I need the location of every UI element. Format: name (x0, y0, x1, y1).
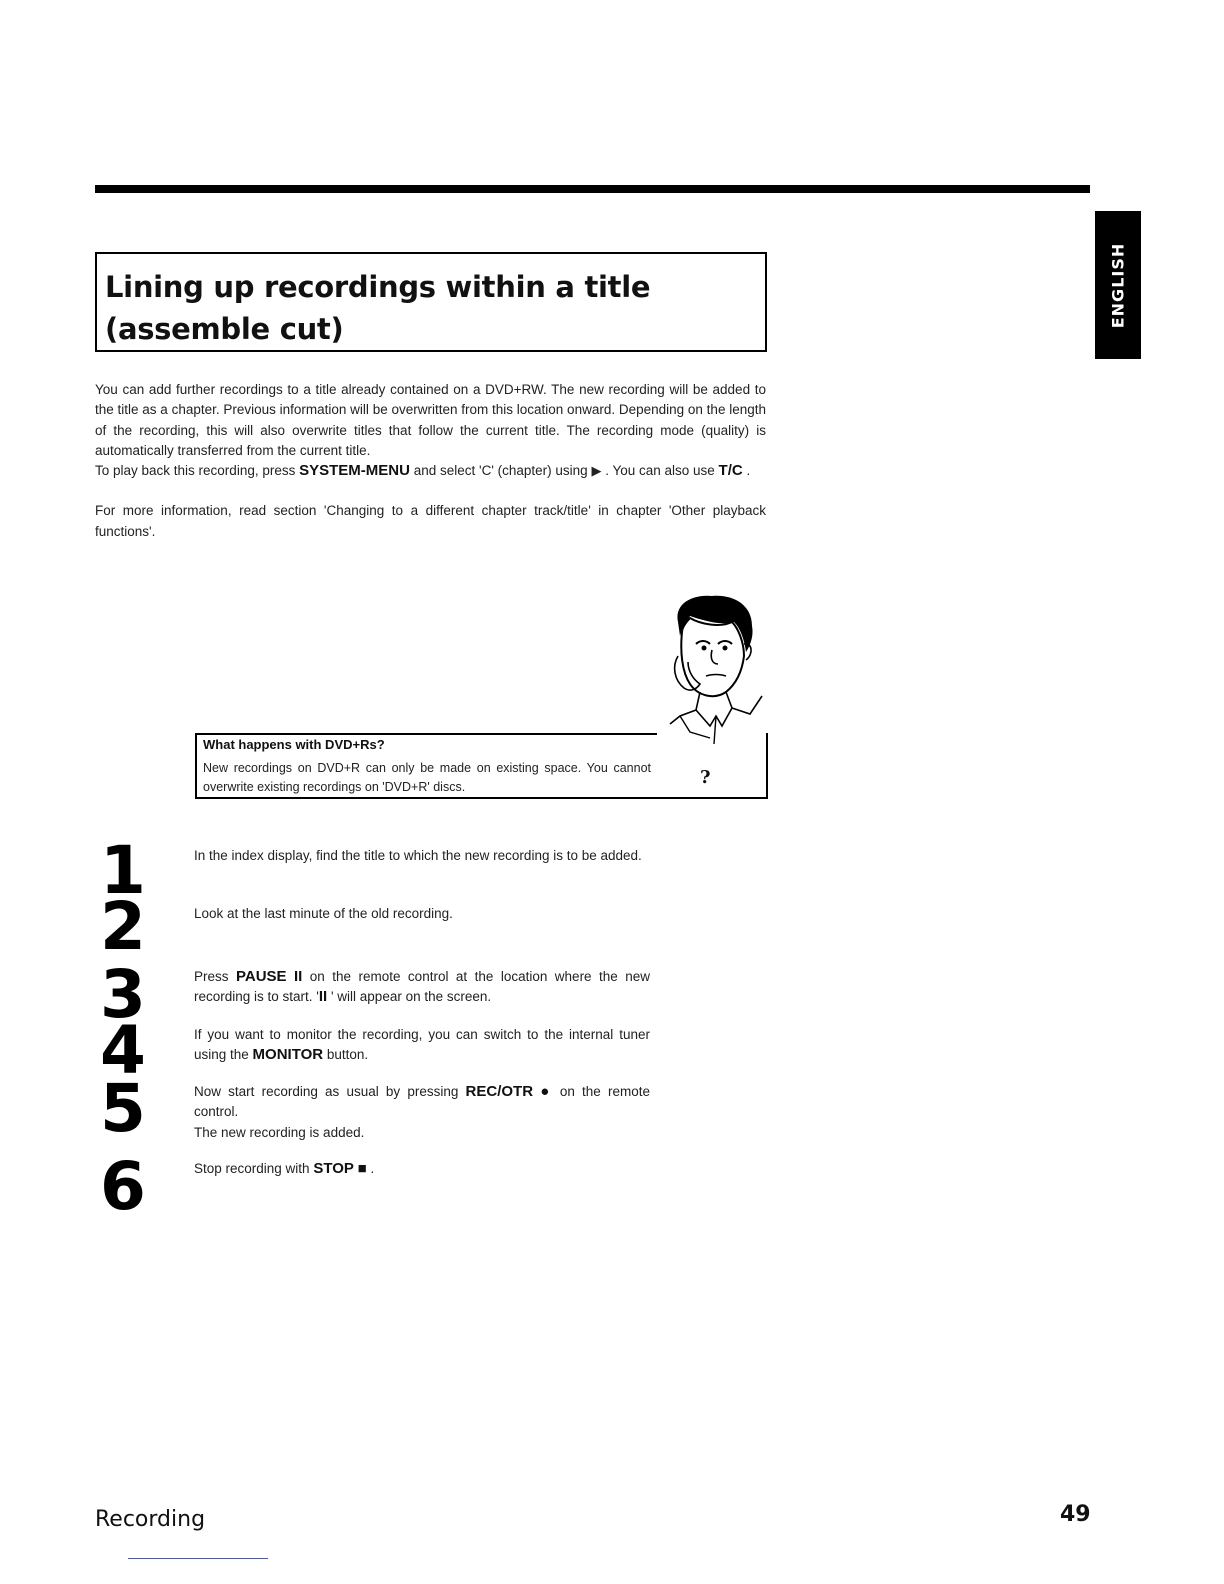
step-number-2: 2 (100, 888, 146, 965)
page-number: 49 (1060, 1502, 1091, 1527)
step-1-text (194, 846, 650, 866)
step-3-text (194, 967, 650, 1008)
bottom-divider (128, 1558, 268, 1559)
stop-square-icon: ■ (357, 1160, 367, 1177)
step-6-paragraph (194, 1159, 650, 1179)
language-tab (1095, 211, 1141, 359)
step-5-text-a: Now start recording as usual by pressing (194, 1084, 466, 1099)
page-title (97, 254, 765, 350)
step-4-text-b: button. (323, 1047, 369, 1063)
step-4-text (194, 1025, 650, 1066)
tip-box-top-rule (197, 733, 657, 735)
step-number-3: 3 (100, 956, 146, 1033)
system-menu-keyword: SYSTEM-MENU (299, 462, 410, 480)
step-number-1: 1 (100, 832, 146, 909)
intro-p2-text-a: To play back this recording, press (95, 463, 300, 479)
language-tab-label: ENGLISH (1108, 242, 1128, 328)
pause-keyword: PAUSE (235, 968, 287, 985)
record-dot-icon: ● (540, 1083, 553, 1100)
stop-keyword: STOP (313, 1160, 354, 1177)
intro-paragraph-2 (95, 461, 766, 481)
step-4-paragraph (194, 1025, 650, 1066)
intro-paragraph-3: For more information, read section 'Changing to a different chapter track/title' in chapter 'Other playback functions'. (95, 503, 766, 539)
step-3-text-b: on the remote control at the location where the new recording is to start. ' (194, 969, 650, 1005)
page-title-line1: Lining up recordings within a title (105, 270, 651, 304)
page-title-line2: (assemble cut) (105, 312, 344, 346)
intro-p2-text-c: . You can also use (601, 463, 719, 479)
step-6-text (194, 1159, 650, 1179)
step-5-paragraph (194, 1082, 650, 1123)
pause-icon: II (294, 968, 303, 985)
intro-p2-text-d: . (742, 463, 751, 479)
step-2-paragraph: Look at the last minute of the old recording. (194, 906, 453, 921)
step-number-4: 4 (100, 1012, 146, 1089)
intro-paragraph-1: You can add further recordings to a title already contained on a DVD+RW. The new recording will be added to the title as a chapter. Previous information will be overwritten from this location onward. Depending on the length of the recording, this will also overwrite titles that follow the current title. The recording mode (quality) is automatically transferred from the current title. (95, 382, 766, 458)
tc-keyword: T/C (718, 462, 743, 480)
play-arrow-icon: ▶ (591, 463, 602, 479)
step-3-paragraph (194, 967, 650, 1008)
step-1-paragraph: In the index display, find the title to which the new recording is to be added. (194, 848, 642, 863)
step-number-5: 5 (100, 1070, 146, 1147)
footer-section-name: Recording (95, 1507, 206, 1532)
rec-otr-keyword: REC/OTR (465, 1083, 534, 1100)
pause-icon-inline: II (318, 988, 328, 1006)
step-6-text-a: Stop recording with (194, 1161, 314, 1176)
top-rule (95, 185, 1090, 193)
step-5-text-b: on the remote control. (194, 1084, 650, 1120)
intro-text (95, 380, 766, 542)
step-5-text (194, 1082, 650, 1143)
step-3-text-a: Press (194, 969, 236, 984)
tip-text: New recordings on DVD+R can only be made on existing space. You cannot overwrite existing recordings on 'DVD+R' discs. (203, 761, 651, 794)
tip-box (195, 733, 768, 799)
thinking-man-illustration (660, 592, 768, 752)
intro-p2-text-b: and select 'C' (chapter) using (409, 463, 592, 479)
step-5-result: The new recording is added. (194, 1124, 365, 1140)
step-2-text (194, 904, 650, 924)
tip-title: What happens with DVD+Rs? (203, 737, 385, 752)
step-number-6: 6 (100, 1148, 146, 1225)
title-box (95, 252, 767, 352)
monitor-keyword: MONITOR (252, 1046, 324, 1064)
step-4-text-a: If you want to monitor the recording, you can switch to the internal tuner using the (194, 1027, 650, 1063)
step-6-text-b: . (366, 1161, 375, 1176)
question-mark-icon: ? (700, 767, 711, 788)
tip-box-right-rule (766, 733, 768, 797)
step-3-text-c: ' will appear on the screen. (327, 989, 492, 1005)
